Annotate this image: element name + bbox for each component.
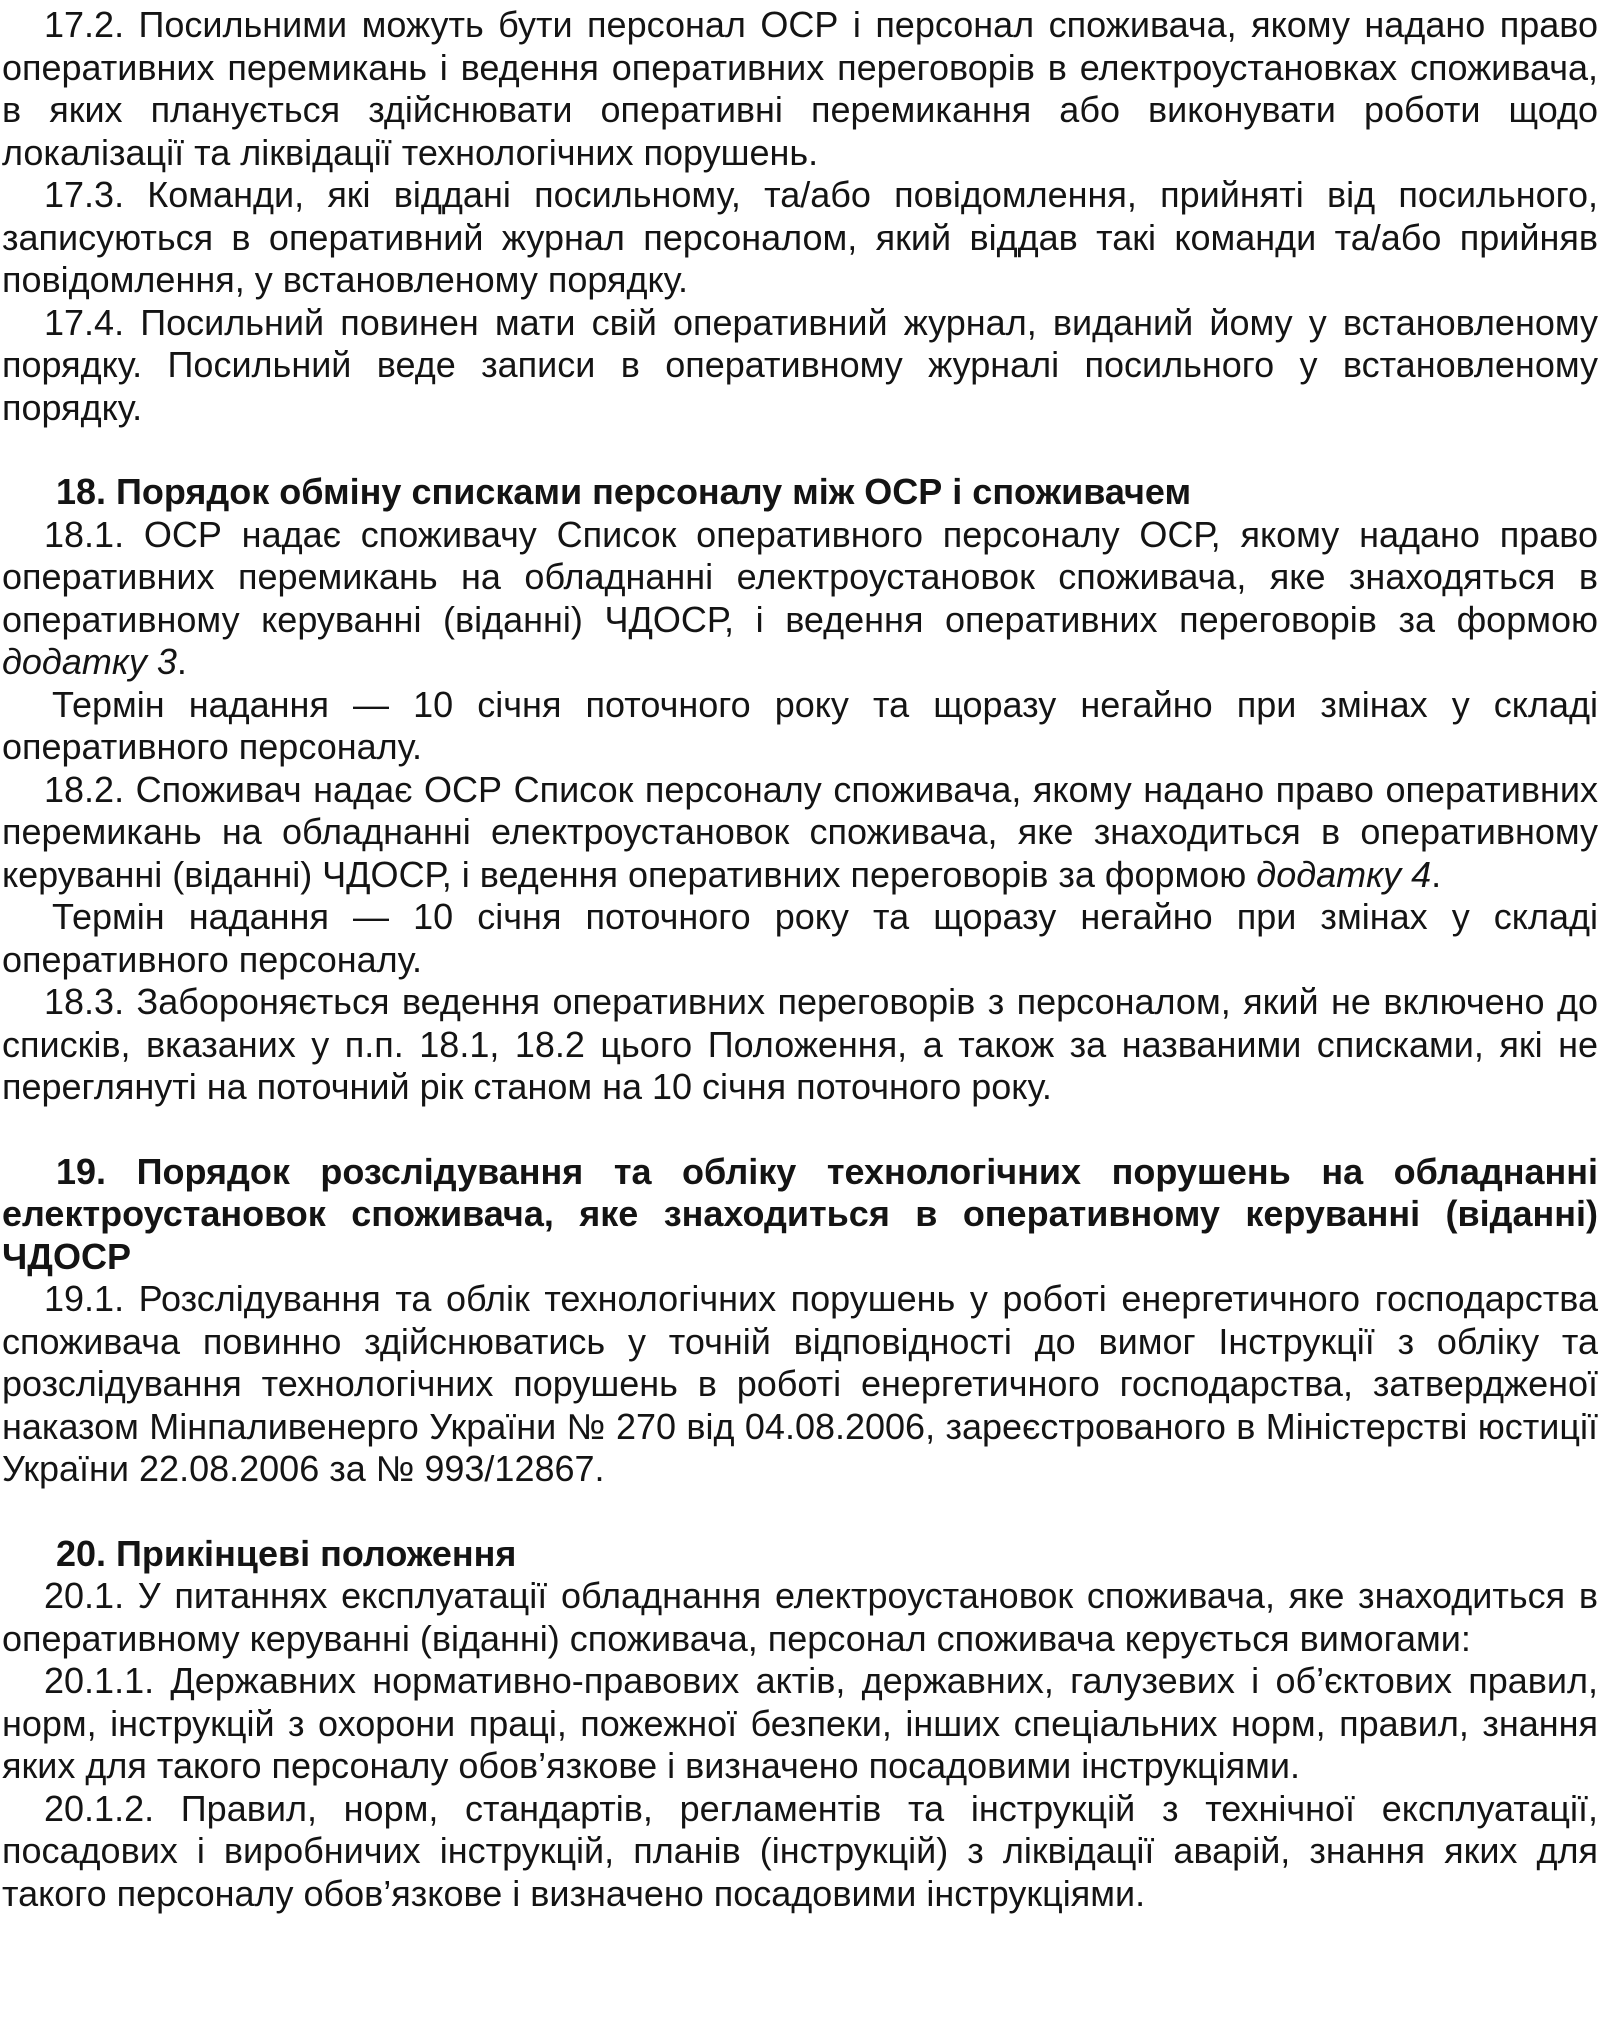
paragraph-18-1-text: 18.1. ОСР надає споживачу Список оперативного персоналу ОСР, якому надано право оперативних перемикань на обладнанні електроустановок споживача, яке знаходяться в оперативному керуванні (віданні) ЧДОСР, і ведення оперативних переговорів за формою — [2, 513, 1598, 640]
paragraph-20-1-2: 20.1.2. Правил, норм, стандартів, регламентів та інструкцій з технічної експлуатації, посадових і виробничих інструкцій, планів (інструкцій) з ліквідації аварій, знання яких для такого персоналу обов’язкове і визначено посадовими інструкціями. — [2, 1787, 1598, 1914]
paragraph-18-1 — [2, 514, 1598, 684]
paragraph-18-2 — [2, 769, 1598, 897]
section-18-heading: 18. Порядок обміну списками персоналу між ОСР і споживачем — [56, 471, 1192, 512]
appendix-4-reference: додатку 4 — [1256, 853, 1432, 895]
paragraph-18-2-text: 18.2. Споживач надає ОСР Список персоналу споживача, якому надано право оперативних перемикань на обладнанні електроустановок споживача, яке знаходиться в оперативному керуванні (віданні) ЧДОСР, і ведення оперативних переговорів за формою — [2, 768, 1598, 895]
paragraph-19-1: 19.1. Розслідування та облік технологічних порушень у роботі енергетичного господарства споживача повинно здійснюватись у точній відповідності до вимог Інструкції з обліку та розслідування технологічних порушень в роботі енергетичного господарства, затвердженої наказом Мінпаливенерго України № 270 від 04.08.2006, зареєстрованого в Міністерстві юстиції України 22.08.2006 за № 993/12867. — [2, 1278, 1598, 1489]
paragraph-20-1: 20.1. У питаннях експлуатації обладнання електроустановок споживача, яке знаходиться в оперативному керуванні (віданні) споживача, персонал споживача керується вимогами: — [2, 1575, 1598, 1659]
paragraph-17-3: 17.3. Команди, які віддані посильному, та/або повідомлення, прийняті від посильного, записуються в оперативний журнал персоналом, який віддав такі команди та/або прийняв повідомлення, у встановленому порядку. — [2, 174, 1598, 300]
term-paragraph-1: Термін надання — 10 січня поточного року та щоразу негайно при змінах у складі оперативного персоналу. — [2, 683, 1598, 767]
paragraph-18-2-end: . — [1431, 853, 1442, 895]
paragraph-17-2: 17.2. Посильними можуть бути персонал ОСР і персонал споживача, якому надано право оперативних перемикань і ведення оперативних переговорів в електроустановках споживача, в яких планується здійснювати оперативні перемикання або виконувати роботи щодо локалізації та ліквідації технологічних порушень. — [2, 4, 1598, 173]
section-19-heading: 19. Порядок розслідування та обліку технологічних порушень на обладнанні електроустановок споживача, яке знаходиться в оперативному керуванні (віданні) ЧДОСР — [2, 1150, 1598, 1277]
paragraph-18-3: 18.3. Забороняється ведення оперативних переговорів з персоналом, який не включено до списків, вказаних у п.п. 18.1, 18.2 цього Положення, а також за названими списками, які не переглянуті на поточний рік станом на 10 січня поточного року. — [2, 981, 1598, 1107]
appendix-3-reference: додатку 3 — [2, 641, 177, 682]
term-paragraph-2: Термін надання — 10 січня поточного року та щоразу негайно при змінах у складі оперативного персоналу. — [2, 896, 1598, 980]
paragraph-20-1-1: 20.1.1. Державних нормативно-правових актів, державних, галузевих і об’єктових правил, норм, інструкцій з охорони праці, пожежної безпеки, інших спеціальних норм, правил, знання яких для такого персоналу обов’язкове і визначено посадовими інструкціями. — [2, 1660, 1598, 1786]
section-20-heading: 20. Прикінцеві положення — [56, 1532, 517, 1574]
paragraph-18-1-end: . — [176, 641, 187, 682]
paragraph-17-4: 17.4. Посильний повинен мати свій оперативний журнал, виданий йому у встановленому порядку. Посильний веде записи в оперативному журналі посильного у встановленому порядку. — [2, 301, 1598, 428]
